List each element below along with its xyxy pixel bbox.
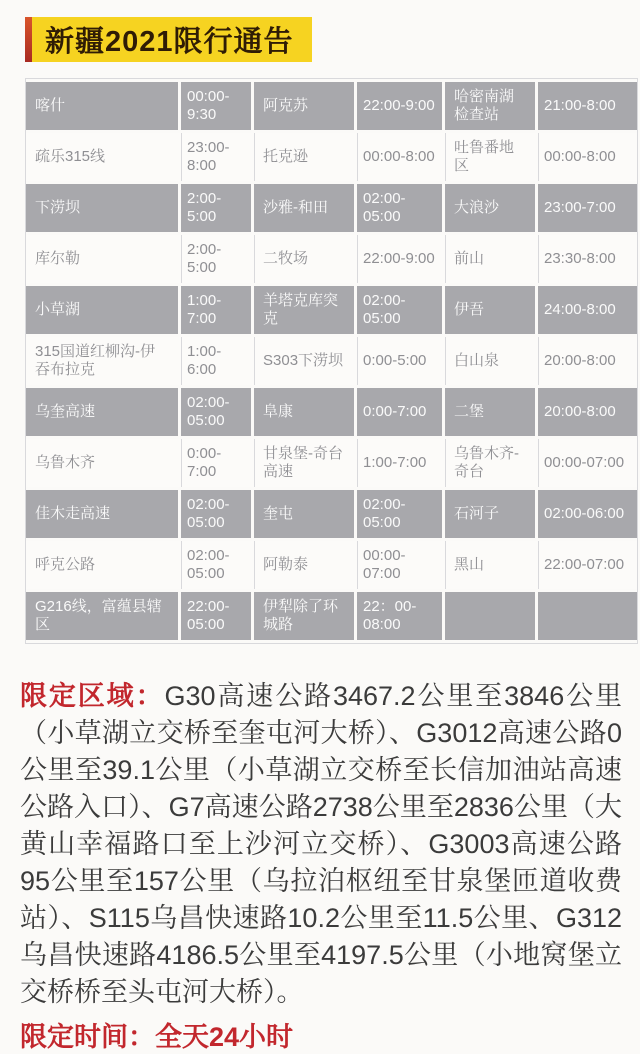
page [0, 17, 640, 1052]
cell-location: 乌鲁木齐-奇台 [442, 439, 535, 487]
restricted-area-paragraph [20, 678, 622, 1011]
cell-location: 呼克公路 [26, 541, 178, 589]
cell-time: 02:00-05:00 [354, 184, 442, 232]
cell-location: 315国道红柳沟-伊吞布拉克 [26, 337, 178, 385]
cell-time: 22:00-07:00 [535, 541, 637, 589]
cell-location: 二牧场 [251, 235, 354, 283]
cell-location [442, 592, 535, 640]
cell-location: 沙雅-和田 [251, 184, 354, 232]
table-row [26, 337, 637, 385]
cell-location: 伊吾 [442, 286, 535, 334]
cell-location: 二堡 [442, 388, 535, 436]
cell-time: 02:00-05:00 [178, 490, 251, 538]
table-row [26, 388, 637, 436]
cell-time: 23:30-8:00 [535, 235, 637, 283]
cell-time: 1:00-7:00 [178, 286, 251, 334]
cell-time: 22：00-08:00 [354, 592, 442, 640]
cell-time: 22:00-9:00 [354, 235, 442, 283]
cell-location: 库尔勒 [26, 235, 178, 283]
cell-location: 哈密南湖检查站 [442, 82, 535, 130]
table-row [26, 541, 637, 589]
cell-location: 羊塔克库突克 [251, 286, 354, 334]
cell-location: 阿克苏 [251, 82, 354, 130]
cell-time: 2:00-5:00 [178, 184, 251, 232]
cell-location: 疏乐315线 [26, 133, 178, 181]
restriction-table-body [26, 82, 637, 640]
cell-location: 下涝坝 [26, 184, 178, 232]
cell-time: 00:00-07:00 [535, 439, 637, 487]
restricted-time-text: 全天24小时 [155, 1022, 294, 1052]
table-row [26, 592, 637, 640]
cell-time: 24:00-8:00 [535, 286, 637, 334]
cell-time: 00:00-9:30 [178, 82, 251, 130]
cell-time: 02:00-05:00 [178, 541, 251, 589]
cell-location: 奎屯 [251, 490, 354, 538]
cell-location: 吐鲁番地区 [442, 133, 535, 181]
cell-location: G216线，富蕴县辖区 [26, 592, 178, 640]
table-row [26, 490, 637, 538]
cell-time: 0:00-7:00 [354, 388, 442, 436]
restriction-table [26, 79, 637, 643]
cell-location: 喀什 [26, 82, 178, 130]
table-row [26, 133, 637, 181]
cell-location: S303下涝坝 [251, 337, 354, 385]
cell-time: 0:00-7:00 [178, 439, 251, 487]
cell-location: 大浪沙 [442, 184, 535, 232]
cell-location: 乌鲁木齐 [26, 439, 178, 487]
cell-location: 佳木走高速 [26, 490, 178, 538]
cell-time: 22:00-05:00 [178, 592, 251, 640]
cell-time: 1:00-7:00 [354, 439, 442, 487]
cell-time: 20:00-8:00 [535, 337, 637, 385]
cell-location: 小草湖 [26, 286, 178, 334]
page-title: 新疆2021限行通告 [45, 26, 294, 58]
restricted-time-label: 限定时间： [20, 1022, 155, 1052]
cell-location: 托克逊 [251, 133, 354, 181]
cell-time: 00:00-8:00 [354, 133, 442, 181]
cell-location: 阜康 [251, 388, 354, 436]
table-row [26, 235, 637, 283]
cell-location: 白山泉 [442, 337, 535, 385]
cell-time: 23:00-7:00 [535, 184, 637, 232]
cell-time: 00:00-8:00 [535, 133, 637, 181]
table-row [26, 286, 637, 334]
cell-time: 00:00-07:00 [354, 541, 442, 589]
restriction-table-container [25, 78, 638, 644]
cell-time: 02:00-05:00 [354, 490, 442, 538]
cell-time [535, 592, 637, 640]
cell-time: 2:00-5:00 [178, 235, 251, 283]
cell-time: 02:00-05:00 [178, 388, 251, 436]
cell-location: 甘泉堡-奇台高速 [251, 439, 354, 487]
cell-location: 黑山 [442, 541, 535, 589]
cell-time: 02:00-05:00 [354, 286, 442, 334]
title-banner [25, 17, 312, 62]
cell-time: 22:00-9:00 [354, 82, 442, 130]
restricted-time-line [20, 1020, 622, 1054]
cell-time: 23:00-8:00 [178, 133, 251, 181]
cell-time: 02:00-06:00 [535, 490, 637, 538]
table-row [26, 439, 637, 487]
cell-location: 阿勒泰 [251, 541, 354, 589]
cell-location: 前山 [442, 235, 535, 283]
table-row [26, 184, 637, 232]
restricted-area-label: 限定区域： [20, 681, 165, 711]
cell-location: 石河子 [442, 490, 535, 538]
cell-time: 1:00-6:00 [178, 337, 251, 385]
restricted-area-text: G30高速公路3467.2公里至3846公里（小草湖立交桥至奎屯河大桥）、G3012高速公路0公里至39.1公里（小草湖立交桥至长信加油站高速公路入口）、G7高速公路2738公里至2836公里（大黄山幸福路口至上沙河立交桥）、G3003高速公路95公里至157公里（乌拉泊枢纽至甘泉堡匝道收费站）、S115乌昌快速路10.2公里至11.5公里、G312乌昌快速路4186.5公里至4197.5公里（小地窝堡立交桥桥至头屯河大桥）。 [20, 681, 623, 1007]
title-accent-bar [25, 17, 32, 62]
cell-time: 0:00-5:00 [354, 337, 442, 385]
cell-time: 20:00-8:00 [535, 388, 637, 436]
cell-location: 乌奎高速 [26, 388, 178, 436]
cell-location: 伊犁除了环城路 [251, 592, 354, 640]
table-row [26, 82, 637, 130]
cell-time: 21:00-8:00 [535, 82, 637, 130]
